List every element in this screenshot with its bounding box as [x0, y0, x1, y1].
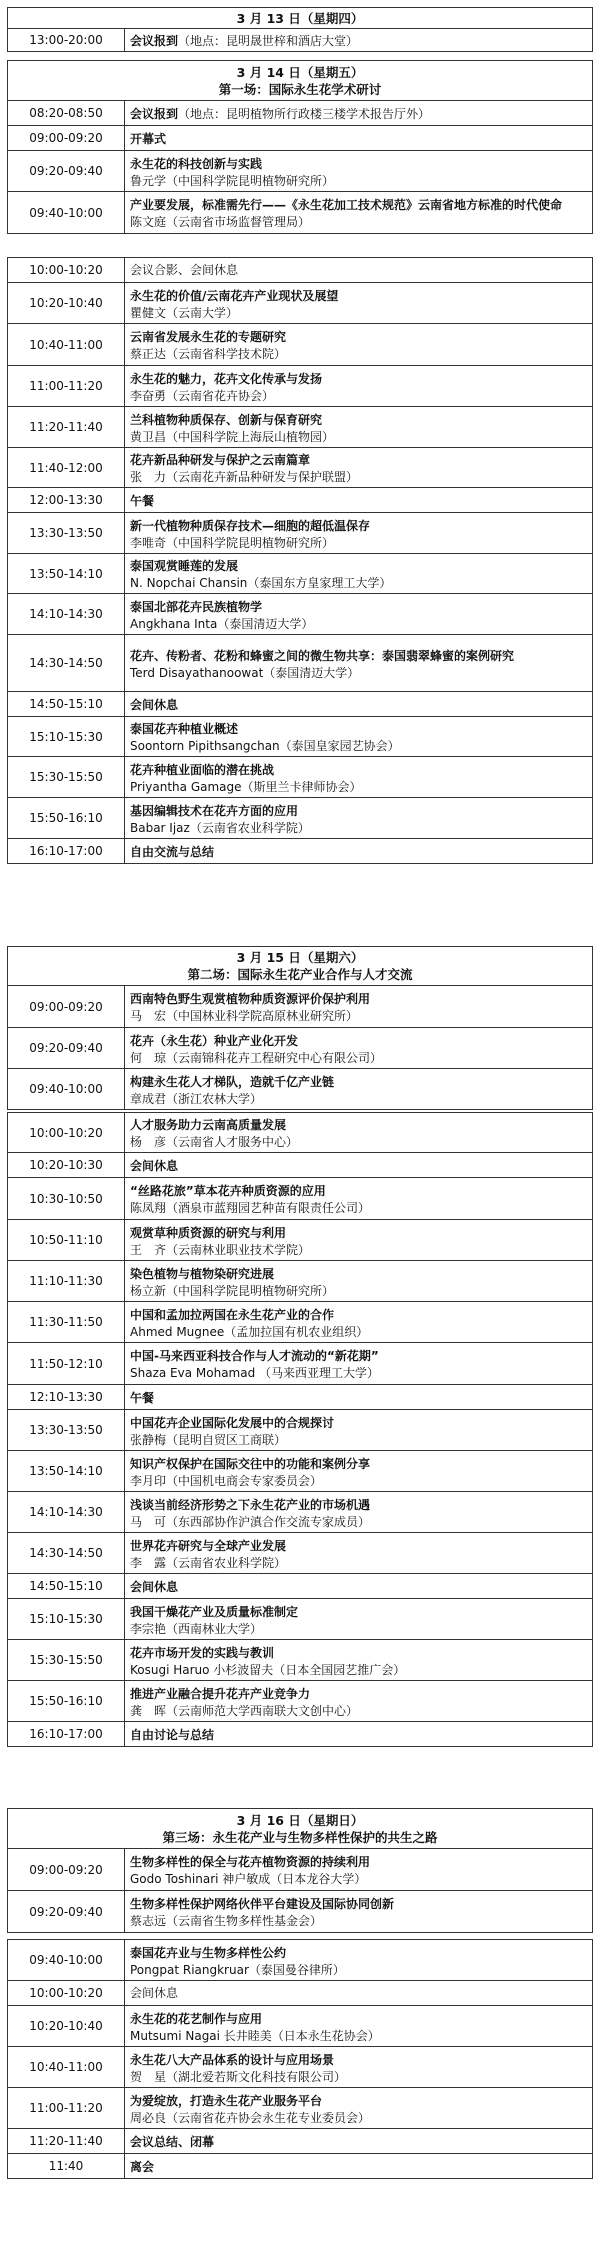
agenda-cell	[125, 1261, 593, 1302]
agenda-speaker: 王 齐（云南林业职业技术学院）	[130, 1242, 311, 1257]
agenda-cell	[125, 366, 593, 407]
agenda-line	[130, 1494, 587, 1514]
agenda-cell	[125, 635, 593, 692]
agenda-title: 会议报到	[130, 34, 179, 48]
agenda-title: 中国和孟加拉两国在永生花产业的合作	[130, 1307, 335, 1322]
agenda-cell	[125, 554, 593, 594]
agenda-title: 花卉（永生花）种业产业化开发	[130, 1033, 299, 1048]
time-cell: 11:20-11:40	[8, 2129, 125, 2154]
agenda-speaker: Terd Disayathanoowat（泰国清迈大学）	[130, 665, 360, 680]
agenda-line	[130, 596, 587, 616]
agenda-line	[130, 841, 587, 861]
agenda-line	[130, 800, 587, 820]
agenda-title: 花卉种植业面临的潜在挑战	[130, 762, 275, 777]
agenda-cell	[125, 1153, 593, 1178]
agenda-cell	[125, 1492, 593, 1533]
agenda-speaker: N. Nopchai Chansin（泰国东方皇家理工大学）	[130, 576, 392, 590]
agenda-cell	[125, 1981, 593, 2006]
agenda-speaker: 瞿健文（云南大学）	[130, 305, 239, 320]
agenda-line	[130, 153, 587, 173]
agenda-speaker: 张 力（云南花卉新品种研发与保护联盟）	[130, 470, 359, 484]
agenda-title: 推进产业融合提升花卉产业竞争力	[130, 1686, 311, 1701]
agenda-cell	[125, 283, 593, 324]
agenda-line	[130, 1642, 587, 1662]
agenda-speaker: Shaza Eva Mohamad （马来西亚理工大学）	[130, 1366, 380, 1380]
agenda-title: 午餐	[130, 1391, 155, 1405]
agenda-title: 泰国花卉种植业概述	[130, 722, 239, 736]
agenda-speaker: Kosugi Haruo 小杉波留夫（日本全国园艺推广会）	[130, 1662, 406, 1677]
agenda-line	[130, 2156, 587, 2176]
agenda-note: 会间休息	[130, 1985, 179, 2000]
agenda-title: 世界花卉研究与全球产业发展	[130, 1538, 287, 1553]
time-cell: 10:20-10:30	[8, 1153, 125, 1178]
agenda-speaker: 陈文庭（云南省市场监督管理局）	[130, 215, 311, 229]
agenda-line	[130, 1180, 587, 1200]
agenda-title: 产业要发展，标准需先行——《永生花加工技术规范》云南省地方标准的时代使命	[130, 198, 563, 212]
agenda-line	[130, 1601, 587, 1621]
time-cell: 10:50-11:10	[8, 1220, 125, 1261]
agenda-cell	[125, 1681, 593, 1722]
agenda-speaker: 周必良（云南省花卉协会永生花专业委员会）	[130, 2110, 371, 2125]
agenda-cell	[125, 1410, 593, 1451]
agenda-cell	[125, 1451, 593, 1492]
agenda-line	[130, 490, 587, 510]
agenda-line	[130, 515, 587, 535]
time-cell: 09:00-09:20	[8, 126, 125, 151]
agenda-cell	[125, 488, 593, 513]
agenda-line	[130, 988, 587, 1008]
agenda-speaker: 陈凤翔（酒泉市蓝翔园艺种苗有限责任公司）	[130, 1201, 371, 1215]
time-cell: 09:40-10:00	[8, 1069, 125, 1110]
schedule-block	[7, 1112, 593, 1747]
agenda-cell	[125, 798, 593, 839]
agenda-line	[130, 30, 587, 50]
agenda-cell	[125, 1385, 593, 1410]
time-cell: 08:20-08:50	[8, 101, 125, 126]
time-cell: 12:10-13:30	[8, 1385, 125, 1410]
agenda-title: 会间休息	[130, 1580, 179, 1594]
agenda-speaker: 章成君（浙江农林大学）	[130, 1091, 263, 1106]
agenda-cell	[125, 101, 593, 126]
agenda-speaker: Ahmed Mugnee（孟加拉国有机农业组织）	[130, 1324, 369, 1339]
agenda-cell	[125, 2047, 593, 2088]
time-cell: 11:40-12:00	[8, 448, 125, 488]
agenda-cell	[125, 1574, 593, 1599]
agenda-line	[130, 449, 587, 469]
agenda-line	[130, 285, 587, 305]
agenda-title: 云南省发展永生花的专题研究	[130, 330, 287, 344]
agenda-title: 中国-马来西亚科技合作与人才流动的“新花期”	[130, 1349, 379, 1363]
agenda-title: 为爱绽放，打造永生花产业服务平台	[130, 2093, 323, 2108]
agenda-title: 花卉、传粉者、花粉和蜂蜜之间的微生物共享：泰国翡翠蜂蜜的案例研究	[130, 648, 515, 663]
agenda-title: 花卉市场开发的实践与教训	[130, 1645, 275, 1660]
agenda-title: 中国花卉企业国际化发展中的合规探讨	[130, 1415, 335, 1430]
agenda-title: 泰国北部花卉民族植物学	[130, 599, 263, 614]
agenda-speaker: 杨 彦（云南省人才服务中心）	[130, 1135, 299, 1149]
time-cell: 10:20-10:40	[8, 2006, 125, 2047]
schedule-block	[7, 946, 593, 1110]
agenda-title: 染色植物与植物染研究进展	[130, 1266, 275, 1281]
agenda-title: 永生花的价值/云南花卉产业现状及展望	[130, 288, 339, 303]
time-cell: 15:50-16:10	[8, 1681, 125, 1722]
agenda-speaker: 马 可（东西部协作沪滇合作交流专家成员）	[130, 1514, 371, 1529]
agenda-speaker: 李奋勇（云南省花卉协会）	[130, 388, 275, 403]
agenda-cell	[125, 192, 593, 234]
agenda-line	[130, 409, 587, 429]
agenda-title: 基因编辑技术在花卉方面的应用	[130, 803, 299, 818]
agenda-line	[130, 1387, 587, 1407]
agenda-cell	[125, 126, 593, 151]
agenda-title: 离会	[130, 2160, 155, 2174]
agenda-speaker: 蔡正达（云南省科学技术院）	[130, 347, 287, 361]
day-date: 3 月 15 日（星期六）	[236, 950, 364, 965]
schedule-block	[7, 1939, 593, 2179]
time-cell: 15:10-15:30	[8, 1599, 125, 1640]
agenda-title: 泰国观赏睡莲的发展	[130, 559, 239, 573]
agenda-line	[130, 694, 587, 714]
agenda-speaker: 张静梅（昆明自贸区工商联）	[130, 1432, 287, 1447]
agenda-cell	[125, 1722, 593, 1747]
agenda-speaker: Angkhana Inta（泰国清迈大学）	[130, 616, 314, 631]
time-cell: 14:10-14:30	[8, 594, 125, 635]
agenda-line	[130, 194, 587, 214]
agenda-line	[130, 103, 587, 123]
time-cell: 15:50-16:10	[8, 798, 125, 839]
agenda-cell	[125, 2006, 593, 2047]
time-cell: 13:30-13:50	[8, 513, 125, 554]
agenda-cell	[125, 1640, 593, 1681]
agenda-speaker: 李 露（云南省农业科学院）	[130, 1555, 287, 1570]
time-cell: 11:20-11:40	[8, 407, 125, 448]
agenda-speaker: 何 琼（云南锦科花卉工程研究中心有限公司）	[130, 1050, 383, 1065]
agenda-title: 构建永生花人才梯队，造就千亿产业链	[130, 1074, 335, 1089]
agenda-speaker: Priyantha Gamage（斯里兰卡律师协会）	[130, 779, 362, 794]
agenda-line	[130, 2131, 587, 2151]
agenda-speaker: 杨立新（中国科学院昆明植物研究所）	[130, 1283, 335, 1298]
time-cell: 13:50-14:10	[8, 554, 125, 594]
agenda-speaker: 李月印（中国机电商会专家委员会）	[130, 1473, 323, 1488]
agenda-title: 新一代植物种质保存技术—细胞的超低温保存	[130, 518, 371, 533]
time-cell: 09:40-10:00	[8, 192, 125, 234]
time-cell: 14:50-15:10	[8, 1574, 125, 1599]
time-cell: 16:10-17:00	[8, 1722, 125, 1747]
schedule-block	[7, 7, 593, 52]
schedule-block	[7, 1808, 593, 1933]
time-cell: 12:00-13:30	[8, 488, 125, 513]
agenda-cell	[125, 594, 593, 635]
agenda-title: 浅谈当前经济形势之下永生花产业的市场机遇	[130, 1497, 371, 1512]
time-cell: 11:50-12:10	[8, 1343, 125, 1385]
agenda-speaker: Mutsumi Nagai 长井睦美（日本永生花协会）	[130, 2028, 380, 2043]
agenda-cell	[125, 2154, 593, 2179]
time-cell: 10:00-10:20	[8, 1981, 125, 2006]
agenda-speaker: 黄卫昌（中国科学院上海辰山植物园）	[130, 429, 335, 444]
time-cell: 11:00-11:20	[8, 2088, 125, 2129]
day-header	[8, 947, 593, 986]
agenda-line	[130, 1304, 587, 1324]
agenda-cell	[125, 448, 593, 488]
agenda-cell	[125, 717, 593, 757]
agenda-title: 永生花的科技创新与实践	[130, 156, 263, 171]
session-title: 第三场：永生花产业与生物多样性保护的共生之路	[162, 1829, 438, 1845]
agenda-line	[130, 1893, 587, 1913]
agenda-speaker: 贺 星（湖北爱若斯文化科技有限公司）	[130, 2069, 347, 2084]
agenda-line	[130, 2049, 587, 2069]
agenda-title: 会间休息	[130, 1159, 179, 1173]
agenda-cell	[125, 1302, 593, 1343]
day-header	[8, 61, 593, 101]
time-cell: 15:30-15:50	[8, 757, 125, 798]
agenda-title: 观赏草种质资源的研究与利用	[130, 1225, 287, 1240]
agenda-line	[130, 1263, 587, 1283]
agenda-title: 人才服务助力云南高质量发展	[130, 1118, 287, 1132]
day-header	[8, 1809, 593, 1849]
agenda-title: 永生花八大产品体系的设计与应用场景	[130, 2052, 335, 2067]
time-cell: 14:30-14:50	[8, 635, 125, 692]
agenda-cell	[125, 29, 593, 52]
time-cell: 13:00-20:00	[8, 29, 125, 52]
day-date: 3 月 13 日（星期四）	[236, 10, 364, 26]
agenda-cell	[125, 1891, 593, 1933]
agenda-speaker: 鲁元学（中国科学院昆明植物研究所）	[130, 173, 335, 188]
agenda-cell	[125, 986, 593, 1028]
agenda-line	[130, 1851, 587, 1871]
agenda-line	[130, 1071, 587, 1091]
agenda-cell	[125, 324, 593, 366]
agenda-title: 永生花的花艺制作与应用	[130, 2011, 263, 2026]
agenda-cell	[125, 1178, 593, 1220]
time-cell: 11:30-11:50	[8, 1302, 125, 1343]
agenda-line	[130, 1222, 587, 1242]
time-cell: 10:40-11:00	[8, 2047, 125, 2088]
agenda-line	[130, 1030, 587, 1050]
schedule-block	[7, 257, 593, 864]
time-cell: 13:30-13:50	[8, 1410, 125, 1451]
time-cell: 14:50-15:10	[8, 692, 125, 717]
agenda-location: （地点：昆明植物所行政楼三楼学术报告厅外）	[178, 107, 431, 121]
agenda-cell	[125, 692, 593, 717]
agenda-speaker: 李宗艳（西南林业大学）	[130, 1621, 263, 1636]
time-cell: 10:40-11:00	[8, 324, 125, 366]
agenda-title: 泰国花卉业与生物多样性公约	[130, 1945, 287, 1960]
agenda-cell	[125, 1940, 593, 1981]
agenda-line	[130, 1576, 587, 1596]
time-cell: 09:00-09:20	[8, 986, 125, 1028]
agenda-speaker: 龚 晖（云南师范大学西南联大文创中心）	[130, 1703, 359, 1718]
agenda-line	[130, 1535, 587, 1555]
day-date: 3 月 14 日（星期五）	[236, 64, 364, 80]
agenda-line	[130, 1942, 587, 1962]
agenda-title: “丝路花旅”草本花卉种质资源的应用	[130, 1184, 326, 1198]
agenda-title: 永生花的魅力，花卉文化传承与发扬	[130, 371, 323, 386]
agenda-title: 花卉新品种研发与保护之云南篇章	[130, 453, 311, 467]
time-cell: 10:00-10:20	[8, 258, 125, 283]
agenda-title: 自由讨论与总结	[130, 1728, 215, 1742]
time-cell: 14:30-14:50	[8, 1533, 125, 1574]
agenda-cell	[125, 513, 593, 554]
agenda-title: 开幕式	[130, 132, 167, 146]
time-cell: 09:00-09:20	[8, 1849, 125, 1891]
agenda-cell	[125, 839, 593, 864]
day-date: 3 月 16 日（星期日）	[236, 1812, 364, 1828]
agenda-line	[130, 645, 587, 665]
agenda-line	[130, 1155, 587, 1175]
agenda-title: 自由交流与总结	[130, 845, 215, 859]
agenda-line	[130, 128, 587, 148]
session-title: 第二场：国际永生花产业合作与人才交流	[187, 967, 413, 982]
day-header	[8, 8, 593, 29]
agenda-title: 生物多样性的保全与花卉植物资源的持续利用	[130, 1855, 371, 1869]
time-cell: 11:00-11:20	[8, 366, 125, 407]
time-cell: 10:20-10:40	[8, 283, 125, 324]
schedule-block	[7, 60, 593, 234]
agenda-speaker: 蔡志远（云南省生物多样性基金会）	[130, 1914, 323, 1928]
time-cell: 11:10-11:30	[8, 1261, 125, 1302]
agenda-title: 午餐	[130, 494, 155, 508]
agenda-cell	[125, 757, 593, 798]
agenda-line	[130, 1412, 587, 1432]
agenda-title: 兰科植物种质保存、创新与保育研究	[130, 412, 323, 427]
agenda-title: 生物多样性保护网络伙伴平台建设及国际协同创新	[130, 1897, 395, 1911]
agenda-line	[130, 2008, 587, 2028]
agenda-cell	[125, 1220, 593, 1261]
agenda-title: 西南特色野生观赏植物种质资源评价保护利用	[130, 992, 371, 1006]
agenda-speaker: Soontorn Pipithsangchan（泰国皇家园艺协会）	[130, 739, 400, 753]
agenda-title: 我国干燥花产业及质量标准制定	[130, 1604, 299, 1619]
agenda-cell	[125, 1343, 593, 1385]
agenda-title: 会间休息	[130, 698, 179, 712]
agenda-location: （地点：昆明晟世梓和酒店大堂）	[178, 34, 359, 48]
agenda-line	[130, 368, 587, 388]
time-cell: 09:20-09:40	[8, 1891, 125, 1933]
session-title: 第一场：国际永生花学术研讨	[218, 81, 382, 97]
agenda-title: 知识产权保护在国际交往中的功能和案例分享	[130, 1456, 371, 1471]
time-cell: 11:40	[8, 2154, 125, 2179]
agenda-speaker: Godo Toshinari 神户敏成（日本龙谷大学）	[130, 1872, 367, 1886]
time-cell: 14:10-14:30	[8, 1492, 125, 1533]
time-cell: 16:10-17:00	[8, 839, 125, 864]
agenda-line	[130, 326, 587, 346]
agenda-speaker: Pongpat Riangkruar（泰国曼谷律所）	[130, 1962, 345, 1977]
agenda-line	[130, 1453, 587, 1473]
agenda-line	[130, 2090, 587, 2110]
agenda-line	[130, 1345, 587, 1365]
time-cell: 09:40-10:00	[8, 1940, 125, 1981]
agenda-cell	[125, 258, 593, 283]
agenda-line	[130, 1724, 587, 1744]
agenda-line	[130, 759, 587, 779]
agenda-cell	[125, 1849, 593, 1891]
time-cell: 09:20-09:40	[8, 151, 125, 192]
agenda-cell	[125, 407, 593, 448]
time-cell: 15:10-15:30	[8, 717, 125, 757]
agenda-cell	[125, 1069, 593, 1110]
agenda-cell	[125, 2129, 593, 2154]
agenda-title: 会议报到	[130, 107, 179, 121]
agenda-line	[130, 1114, 587, 1134]
agenda-speaker: Babar Ijaz（云南省农业科学院）	[130, 820, 310, 835]
time-cell: 13:50-14:10	[8, 1451, 125, 1492]
agenda-line	[130, 718, 587, 738]
agenda-speaker: 李唯奇（中国科学院昆明植物研究所）	[130, 535, 335, 550]
agenda-cell	[125, 151, 593, 192]
agenda-cell	[125, 1113, 593, 1153]
agenda-line	[130, 1683, 587, 1703]
agenda-cell	[125, 1599, 593, 1640]
agenda-line	[130, 555, 587, 575]
agenda-cell	[125, 2088, 593, 2129]
agenda-note: 会议合影、会间休息	[130, 262, 239, 277]
agenda-cell	[125, 1533, 593, 1574]
agenda-cell	[125, 1028, 593, 1069]
time-cell: 10:00-10:20	[8, 1113, 125, 1153]
agenda-title: 会议总结、闭幕	[130, 2135, 215, 2149]
time-cell: 10:30-10:50	[8, 1178, 125, 1220]
time-cell: 09:20-09:40	[8, 1028, 125, 1069]
time-cell: 15:30-15:50	[8, 1640, 125, 1681]
agenda-speaker: 马 宏（中国林业科学院高原林业研究所）	[130, 1009, 359, 1023]
